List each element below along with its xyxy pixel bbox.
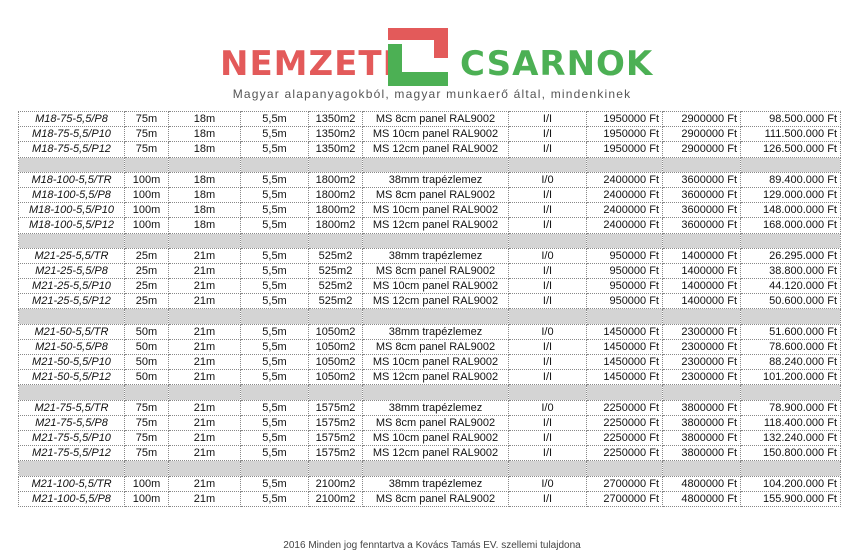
tagline: Magyar alapanyagokból, magyar munkaerő által, mindenkinek <box>232 87 632 101</box>
separator-cell <box>363 309 509 324</box>
cell-price1: 2400000 Ft <box>587 203 663 218</box>
separator-cell <box>19 157 125 172</box>
cell-price1: 2700000 Ft <box>587 491 663 506</box>
separator-cell <box>309 157 363 172</box>
footer-copyright: 2016 Minden jog fenntartva a Kovács Tamás EV. szellemi tulajdona <box>283 540 581 551</box>
cell-total: 101.200.000 Ft <box>741 370 841 385</box>
separator-cell <box>125 385 169 400</box>
table-row <box>19 400 841 415</box>
cell-height: 5,5m <box>241 355 309 370</box>
cell-area: 525m2 <box>309 294 363 309</box>
cell-length: 75m <box>125 446 169 461</box>
cell-panel: MS 8cm panel RAL9002 <box>363 187 509 202</box>
separator-cell <box>125 461 169 476</box>
cell-class: I/I <box>509 142 587 157</box>
cell-length: 25m <box>125 294 169 309</box>
cell-price1: 1950000 Ft <box>587 127 663 142</box>
table-row <box>19 491 841 506</box>
cell-class: I/I <box>509 279 587 294</box>
cell-width: 18m <box>169 187 241 202</box>
separator-row <box>19 157 841 172</box>
cell-model: M21-50-5,5/P12 <box>19 370 125 385</box>
cell-height: 5,5m <box>241 187 309 202</box>
cell-class: I/I <box>509 263 587 278</box>
cell-height: 5,5m <box>241 203 309 218</box>
cell-area: 1800m2 <box>309 203 363 218</box>
separator-cell <box>169 157 241 172</box>
cell-area: 1800m2 <box>309 172 363 187</box>
separator-cell <box>741 233 841 248</box>
cell-length: 75m <box>125 400 169 415</box>
cell-panel: MS 8cm panel RAL9002 <box>363 339 509 354</box>
cell-price1: 2250000 Ft <box>587 430 663 445</box>
cell-price1: 1450000 Ft <box>587 370 663 385</box>
cell-height: 5,5m <box>241 476 309 491</box>
cell-model: M21-50-5,5/P10 <box>19 355 125 370</box>
cell-length: 100m <box>125 491 169 506</box>
cell-price1: 2250000 Ft <box>587 400 663 415</box>
cell-price2: 3600000 Ft <box>663 203 741 218</box>
cell-price1: 2400000 Ft <box>587 172 663 187</box>
cell-area: 1800m2 <box>309 218 363 233</box>
separator-cell <box>363 233 509 248</box>
cell-length: 100m <box>125 187 169 202</box>
cell-price2: 3800000 Ft <box>663 446 741 461</box>
cell-height: 5,5m <box>241 415 309 430</box>
cell-panel: MS 8cm panel RAL9002 <box>363 112 509 127</box>
logo-icon <box>388 28 460 86</box>
cell-price1: 950000 Ft <box>587 279 663 294</box>
cell-total: 168.000.000 Ft <box>741 218 841 233</box>
cell-model: M21-25-5,5/P8 <box>19 263 125 278</box>
cell-total: 26.295.000 Ft <box>741 248 841 263</box>
cell-model: M18-75-5,5/P12 <box>19 142 125 157</box>
cell-width: 21m <box>169 370 241 385</box>
cell-length: 100m <box>125 476 169 491</box>
cell-height: 5,5m <box>241 400 309 415</box>
cell-panel: MS 12cm panel RAL9002 <box>363 370 509 385</box>
cell-total: 38.800.000 Ft <box>741 263 841 278</box>
cell-height: 5,5m <box>241 430 309 445</box>
cell-price2: 2300000 Ft <box>663 324 741 339</box>
separator-cell <box>663 385 741 400</box>
cell-area: 1050m2 <box>309 339 363 354</box>
cell-price1: 1450000 Ft <box>587 339 663 354</box>
cell-width: 21m <box>169 415 241 430</box>
cell-total: 104.200.000 Ft <box>741 476 841 491</box>
cell-price2: 2300000 Ft <box>663 355 741 370</box>
cell-length: 50m <box>125 355 169 370</box>
separator-row <box>19 309 841 324</box>
cell-area: 1575m2 <box>309 415 363 430</box>
cell-width: 21m <box>169 400 241 415</box>
cell-model: M21-100-5,5/P8 <box>19 491 125 506</box>
cell-panel: MS 10cm panel RAL9002 <box>363 127 509 142</box>
separator-cell <box>169 385 241 400</box>
cell-panel: MS 12cm panel RAL9002 <box>363 446 509 461</box>
separator-cell <box>587 233 663 248</box>
cell-panel: MS 8cm panel RAL9002 <box>363 263 509 278</box>
cell-class: I/I <box>509 370 587 385</box>
cell-price2: 2300000 Ft <box>663 339 741 354</box>
separator-cell <box>663 461 741 476</box>
cell-model: M21-75-5,5/TR <box>19 400 125 415</box>
cell-height: 5,5m <box>241 172 309 187</box>
cell-class: I/I <box>509 203 587 218</box>
separator-cell <box>509 233 587 248</box>
cell-model: M18-100-5,5/P8 <box>19 187 125 202</box>
cell-class: I/I <box>509 187 587 202</box>
cell-length: 50m <box>125 324 169 339</box>
cell-height: 5,5m <box>241 279 309 294</box>
cell-price1: 1950000 Ft <box>587 142 663 157</box>
separator-cell <box>19 233 125 248</box>
table-row <box>19 172 841 187</box>
cell-model: M21-25-5,5/TR <box>19 248 125 263</box>
cell-height: 5,5m <box>241 218 309 233</box>
table-row <box>19 248 841 263</box>
logo-mark-row <box>212 28 652 86</box>
cell-panel: MS 8cm panel RAL9002 <box>363 415 509 430</box>
cell-price2: 2900000 Ft <box>663 127 741 142</box>
separator-cell <box>509 309 587 324</box>
cell-panel: 38mm trapézlemez <box>363 324 509 339</box>
price-table <box>18 111 841 507</box>
cell-price1: 950000 Ft <box>587 248 663 263</box>
cell-width: 21m <box>169 279 241 294</box>
cell-price2: 1400000 Ft <box>663 263 741 278</box>
separator-cell <box>125 309 169 324</box>
separator-cell <box>509 157 587 172</box>
cell-width: 18m <box>169 218 241 233</box>
cell-length: 75m <box>125 415 169 430</box>
cell-price2: 3800000 Ft <box>663 415 741 430</box>
separator-cell <box>663 157 741 172</box>
table-row <box>19 415 841 430</box>
cell-price1: 1450000 Ft <box>587 355 663 370</box>
table-row <box>19 476 841 491</box>
cell-length: 75m <box>125 142 169 157</box>
table-row <box>19 263 841 278</box>
separator-cell <box>663 233 741 248</box>
cell-area: 1575m2 <box>309 400 363 415</box>
cell-area: 525m2 <box>309 279 363 294</box>
table-row <box>19 187 841 202</box>
cell-panel: MS 12cm panel RAL9002 <box>363 218 509 233</box>
cell-price1: 1950000 Ft <box>587 112 663 127</box>
cell-width: 21m <box>169 294 241 309</box>
table-row <box>19 355 841 370</box>
cell-length: 50m <box>125 339 169 354</box>
cell-area: 1050m2 <box>309 355 363 370</box>
logo <box>0 10 864 110</box>
cell-width: 21m <box>169 263 241 278</box>
separator-cell <box>241 233 309 248</box>
separator-cell <box>309 461 363 476</box>
cell-height: 5,5m <box>241 142 309 157</box>
table-row <box>19 370 841 385</box>
separator-cell <box>509 385 587 400</box>
separator-cell <box>169 461 241 476</box>
cell-price1: 1450000 Ft <box>587 324 663 339</box>
cell-total: 126.500.000 Ft <box>741 142 841 157</box>
separator-cell <box>19 385 125 400</box>
cell-model: M21-75-5,5/P12 <box>19 446 125 461</box>
table-row <box>19 339 841 354</box>
cell-price1: 2250000 Ft <box>587 415 663 430</box>
cell-area: 2100m2 <box>309 491 363 506</box>
cell-class: I/I <box>509 430 587 445</box>
cell-length: 25m <box>125 248 169 263</box>
cell-price1: 950000 Ft <box>587 263 663 278</box>
cell-height: 5,5m <box>241 112 309 127</box>
table-row <box>19 112 841 127</box>
cell-length: 75m <box>125 430 169 445</box>
cell-area: 1575m2 <box>309 430 363 445</box>
separator-cell <box>309 233 363 248</box>
cell-area: 1575m2 <box>309 446 363 461</box>
separator-row <box>19 233 841 248</box>
cell-width: 21m <box>169 248 241 263</box>
table-row <box>19 279 841 294</box>
cell-height: 5,5m <box>241 127 309 142</box>
separator-cell <box>741 461 841 476</box>
cell-model: M21-25-5,5/P12 <box>19 294 125 309</box>
cell-total: 88.240.000 Ft <box>741 355 841 370</box>
cell-class: I/0 <box>509 400 587 415</box>
cell-total: 44.120.000 Ft <box>741 279 841 294</box>
separator-cell <box>741 385 841 400</box>
cell-total: 148.000.000 Ft <box>741 203 841 218</box>
cell-area: 1350m2 <box>309 112 363 127</box>
cell-total: 78.900.000 Ft <box>741 400 841 415</box>
cell-panel: MS 10cm panel RAL9002 <box>363 279 509 294</box>
price-table-body <box>19 112 841 507</box>
cell-area: 2100m2 <box>309 476 363 491</box>
cell-class: I/0 <box>509 324 587 339</box>
table-row <box>19 203 841 218</box>
separator-cell <box>19 461 125 476</box>
table-row <box>19 430 841 445</box>
cell-panel: MS 10cm panel RAL9002 <box>363 203 509 218</box>
brand-right-word: CSARNOK <box>460 44 654 84</box>
cell-panel: MS 12cm panel RAL9002 <box>363 294 509 309</box>
cell-area: 525m2 <box>309 263 363 278</box>
cell-width: 21m <box>169 491 241 506</box>
separator-cell <box>309 385 363 400</box>
cell-length: 75m <box>125 127 169 142</box>
cell-model: M18-75-5,5/P10 <box>19 127 125 142</box>
cell-width: 21m <box>169 476 241 491</box>
cell-total: 78.600.000 Ft <box>741 339 841 354</box>
cell-model: M21-25-5,5/P10 <box>19 279 125 294</box>
cell-width: 18m <box>169 172 241 187</box>
separator-cell <box>19 309 125 324</box>
cell-length: 75m <box>125 112 169 127</box>
cell-panel: 38mm trapézlemez <box>363 248 509 263</box>
separator-cell <box>241 157 309 172</box>
cell-price1: 2700000 Ft <box>587 476 663 491</box>
separator-cell <box>241 461 309 476</box>
cell-class: I/I <box>509 415 587 430</box>
cell-model: M21-75-5,5/P10 <box>19 430 125 445</box>
separator-cell <box>309 309 363 324</box>
cell-length: 25m <box>125 263 169 278</box>
cell-height: 5,5m <box>241 294 309 309</box>
cell-length: 50m <box>125 370 169 385</box>
table-row <box>19 142 841 157</box>
cell-height: 5,5m <box>241 491 309 506</box>
cell-class: I/I <box>509 355 587 370</box>
cell-price2: 2900000 Ft <box>663 112 741 127</box>
cell-class: I/I <box>509 446 587 461</box>
cell-height: 5,5m <box>241 263 309 278</box>
cell-width: 18m <box>169 127 241 142</box>
separator-cell <box>509 461 587 476</box>
cell-price2: 3800000 Ft <box>663 400 741 415</box>
cell-width: 21m <box>169 430 241 445</box>
cell-model: M21-75-5,5/P8 <box>19 415 125 430</box>
separator-cell <box>587 461 663 476</box>
cell-model: M21-50-5,5/P8 <box>19 339 125 354</box>
cell-price2: 4800000 Ft <box>663 491 741 506</box>
cell-total: 132.240.000 Ft <box>741 430 841 445</box>
cell-height: 5,5m <box>241 446 309 461</box>
separator-cell <box>169 309 241 324</box>
cell-price1: 950000 Ft <box>587 294 663 309</box>
cell-width: 18m <box>169 203 241 218</box>
cell-class: I/I <box>509 339 587 354</box>
cell-total: 51.600.000 Ft <box>741 324 841 339</box>
cell-width: 21m <box>169 339 241 354</box>
cell-model: M18-100-5,5/P10 <box>19 203 125 218</box>
cell-panel: 38mm trapézlemez <box>363 476 509 491</box>
cell-class: I/0 <box>509 476 587 491</box>
cell-total: 50.600.000 Ft <box>741 294 841 309</box>
cell-height: 5,5m <box>241 370 309 385</box>
cell-class: I/I <box>509 218 587 233</box>
cell-panel: MS 12cm panel RAL9002 <box>363 142 509 157</box>
cell-panel: MS 10cm panel RAL9002 <box>363 355 509 370</box>
separator-cell <box>169 233 241 248</box>
cell-area: 1050m2 <box>309 324 363 339</box>
table-row <box>19 218 841 233</box>
cell-height: 5,5m <box>241 339 309 354</box>
separator-cell <box>363 157 509 172</box>
cell-area: 1050m2 <box>309 370 363 385</box>
cell-class: I/I <box>509 491 587 506</box>
cell-price2: 1400000 Ft <box>663 248 741 263</box>
cell-price2: 3600000 Ft <box>663 187 741 202</box>
cell-price2: 3800000 Ft <box>663 430 741 445</box>
cell-length: 100m <box>125 203 169 218</box>
cell-price2: 1400000 Ft <box>663 279 741 294</box>
brand-left-word: NEMZETI <box>220 44 397 84</box>
cell-price1: 2250000 Ft <box>587 446 663 461</box>
cell-area: 1350m2 <box>309 127 363 142</box>
separator-row <box>19 461 841 476</box>
cell-class: I/I <box>509 112 587 127</box>
cell-total: 98.500.000 Ft <box>741 112 841 127</box>
cell-height: 5,5m <box>241 248 309 263</box>
cell-price2: 1400000 Ft <box>663 294 741 309</box>
separator-cell <box>125 233 169 248</box>
separator-cell <box>587 385 663 400</box>
cell-total: 150.800.000 Ft <box>741 446 841 461</box>
cell-class: I/I <box>509 127 587 142</box>
table-row <box>19 294 841 309</box>
separator-cell <box>241 385 309 400</box>
cell-price2: 4800000 Ft <box>663 476 741 491</box>
separator-cell <box>741 309 841 324</box>
cell-class: I/0 <box>509 172 587 187</box>
cell-width: 21m <box>169 446 241 461</box>
cell-width: 21m <box>169 355 241 370</box>
cell-height: 5,5m <box>241 324 309 339</box>
cell-panel: MS 10cm panel RAL9002 <box>363 430 509 445</box>
separator-cell <box>241 309 309 324</box>
cell-length: 25m <box>125 279 169 294</box>
separator-cell <box>587 309 663 324</box>
separator-cell <box>741 157 841 172</box>
cell-price2: 2300000 Ft <box>663 370 741 385</box>
cell-price1: 2400000 Ft <box>587 218 663 233</box>
cell-panel: 38mm trapézlemez <box>363 400 509 415</box>
cell-price2: 3600000 Ft <box>663 172 741 187</box>
separator-cell <box>363 385 509 400</box>
separator-cell <box>587 157 663 172</box>
table-row <box>19 446 841 461</box>
cell-length: 100m <box>125 218 169 233</box>
cell-class: I/0 <box>509 248 587 263</box>
cell-area: 1800m2 <box>309 187 363 202</box>
cell-width: 21m <box>169 324 241 339</box>
cell-model: M21-100-5,5/TR <box>19 476 125 491</box>
cell-price1: 2400000 Ft <box>587 187 663 202</box>
cell-total: 129.000.000 Ft <box>741 187 841 202</box>
separator-cell <box>663 309 741 324</box>
cell-total: 111.500.000 Ft <box>741 127 841 142</box>
separator-cell <box>125 157 169 172</box>
cell-model: M18-100-5,5/P12 <box>19 218 125 233</box>
cell-model: M18-100-5,5/TR <box>19 172 125 187</box>
separator-row <box>19 385 841 400</box>
cell-class: I/I <box>509 294 587 309</box>
cell-area: 1350m2 <box>309 142 363 157</box>
cell-panel: 38mm trapézlemez <box>363 172 509 187</box>
cell-width: 18m <box>169 112 241 127</box>
cell-price2: 3600000 Ft <box>663 218 741 233</box>
cell-model: M18-75-5,5/P8 <box>19 112 125 127</box>
cell-price2: 2900000 Ft <box>663 142 741 157</box>
cell-length: 100m <box>125 172 169 187</box>
cell-model: M21-50-5,5/TR <box>19 324 125 339</box>
table-row <box>19 127 841 142</box>
table-row <box>19 324 841 339</box>
cell-area: 525m2 <box>309 248 363 263</box>
cell-total: 118.400.000 Ft <box>741 415 841 430</box>
separator-cell <box>363 461 509 476</box>
cell-total: 89.400.000 Ft <box>741 172 841 187</box>
cell-total: 155.900.000 Ft <box>741 491 841 506</box>
cell-width: 18m <box>169 142 241 157</box>
cell-panel: MS 8cm panel RAL9002 <box>363 491 509 506</box>
